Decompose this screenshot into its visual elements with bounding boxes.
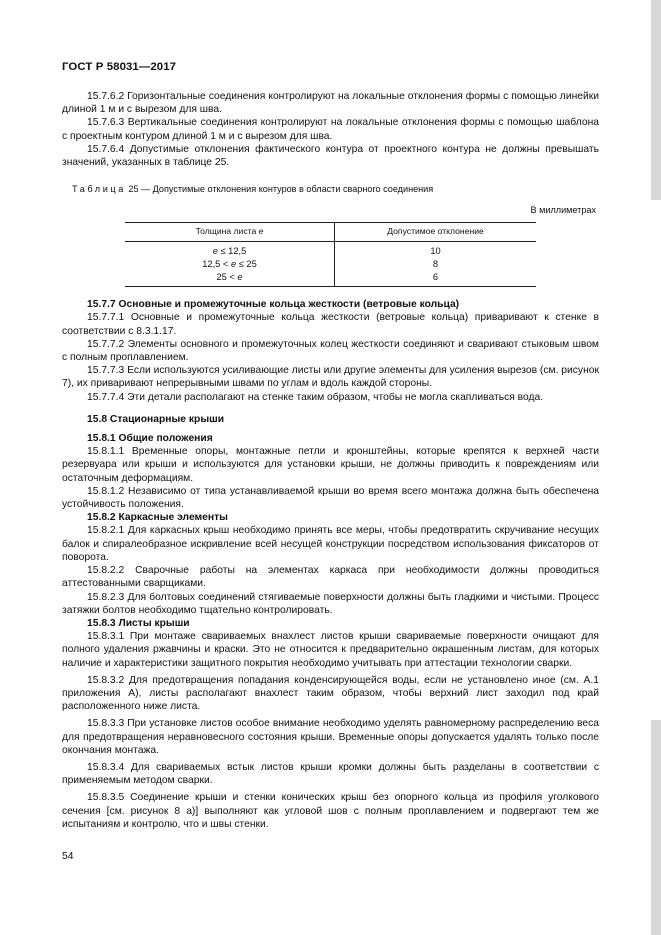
paragraph-15-8-3-5: 15.8.3.5 Соединение крыши и стенки конических крыш без опорного кольца из профиля уголкового сечения [см. рисунок 8 а)] выполняют как угловой шов с полным проплавлением и подвергают тем же испытаниям и контролю, что и швы стенки. <box>62 792 599 830</box>
table-row <box>125 241 536 258</box>
paragraph-15-7-7-2: 15.7.7.2 Элементы основного и промежуточных колец жесткости соединяют и сваривают стыковым швом с полным проплавлением. <box>62 338 599 364</box>
scrollbar-track-top[interactable] <box>651 0 661 200</box>
paragraph-15-7-6-4: 15.7.6.4 Допустимые отклонения фактического контура от проектного контура не должны превышать значений, указанных в таблице 25. <box>62 143 599 169</box>
paragraph-15-7-7-3: 15.7.7.3 Если используются усиливающие листы или другие элементы для усиления вырезов (см. рисунок 7), их приваривают непрерывными швами по углам и вдоль каждой стороны. <box>62 365 599 390</box>
heading-15-8-3: 15.8.3 Листы крыши <box>87 617 190 629</box>
paragraph-15-7-6-2: 15.7.6.2 Горизонтальные соединения контролируют на локальные отклонения формы с помощью линейки длиной 1 м и с вырезом для шва. <box>62 91 599 116</box>
cell-thickness: 12,5 < e ≤ 25 <box>202 258 257 269</box>
paragraph-15-8-3-4: 15.8.3.4 Для свариваемых встык листов крыши кромки должны быть разделаны в соответствии с применяемым методом сварки. <box>62 761 599 787</box>
heading-15-8-1: 15.8.1 Общие положения <box>87 433 213 445</box>
table-caption-label: Таблица <box>72 184 126 195</box>
paragraph-15-8-2-1: 15.8.2.1 Для каркасных крыш необходимо принять все меры, чтобы предотвратить скручивание несущих балок и спиралеобразное искривление всей несущей конструкции посредством использования фиксаторов от поворота. <box>62 525 599 563</box>
paragraph-15-7-7-4: 15.7.7.4 Эти детали располагают на стенке таким образом, чтобы не могла скапливаться вода. <box>87 391 544 403</box>
cell-deviation: 6 <box>335 271 537 287</box>
paragraph-15-7-6-3: 15.7.6.3 Вертикальные соединения контролируют на локальные отклонения формы с помощью шаблона с проектным контуром длиной 1 м и с вырезом для шва. <box>62 117 599 142</box>
table-header-row <box>125 222 536 241</box>
header-sheet-thickness: Толщина листа e <box>125 222 335 241</box>
table-caption-text: 25 — Допустимые отклонения контуров в области сварного соединения <box>125 184 434 195</box>
table-row <box>125 271 536 287</box>
heading-15-8: 15.8 Стационарные крыши <box>87 413 225 425</box>
cell-thickness: 25 < e <box>125 271 335 287</box>
cell-deviation: 10 <box>335 241 537 258</box>
document-header: ГОСТ Р 58031—2017 <box>62 61 177 73</box>
heading-15-8-2: 15.8.2 Каркасные элементы <box>87 512 228 524</box>
page-number: 54 <box>62 851 74 862</box>
header-allowed-deviation: Допустимое отклонение <box>335 222 537 241</box>
paragraph-15-8-2-2: 15.8.2.2 Сварочные работы на элементах каркаса при необходимости должны проводиться аттестованными сварщиками. <box>62 565 599 590</box>
paragraph-15-8-3-2: 15.8.3.2 Для предотвращения попадания конденсирующейся воды, если не установлено иное (см. А.1 приложения А), листы располагают внахлест таким образом, чтобы верхний лист заходил под край расположенного ниже листа. <box>62 674 599 713</box>
paragraph-15-8-3-3: 15.8.3.3 При установке листов особое внимание необходимо уделять равномерному распределению веса для предотвращения неравновесного состояния крыши. Временные опоры допускается удалять только после окончания монтажа. <box>62 718 599 756</box>
cell-thickness: e ≤ 12,5 <box>212 245 247 256</box>
paragraph-15-8-3-1: 15.8.3.1 При монтаже свариваемых внахлест листов крыши свариваемые поверхности очищают для полного удаления ржавчины и краски. Это не относится к предварительно окрашенным листам, для которых наличие и характеристики защитного покрытия необходимо учитывать при аттестации технологии сварки. <box>62 631 599 669</box>
paragraph-15-8-2-3: 15.8.2.3 Для болтовых соединений стягиваемые поверхности должны быть гладкими и чистыми. Процесс затяжки болтов необходимо тщательно контролировать. <box>62 591 599 616</box>
paragraph-15-8-1-2: 15.8.1.2 Независимо от типа устанавливаемой крыши во время всего монтажа должна быть обеспечена устойчивость положения. <box>62 485 599 511</box>
table-caption <box>72 183 599 196</box>
table-row <box>125 258 536 271</box>
cell-deviation: 8 <box>335 258 537 271</box>
table-units: В миллиметрах <box>530 205 596 216</box>
scrollbar-track-bottom[interactable] <box>651 720 661 935</box>
paragraph-15-7-7-1: 15.7.7.1 Основные и промежуточные кольца жесткости (ветровые кольца) приваривают к стенке в соответствии с 8.3.1.17. <box>62 312 599 337</box>
heading-15-7-7: 15.7.7 Основные и промежуточные кольца жесткости (ветровые кольца) <box>87 299 460 311</box>
paragraph-15-8-1-1: 15.8.1.1 Временные опоры, монтажные петли и кронштейны, которые крепятся к верхней части резервуара или крыши и используются для установки крыши, не должны приводить к повреждениям или остаточным деформациям. <box>62 446 599 484</box>
page-content <box>62 90 599 831</box>
deviation-table <box>125 222 536 288</box>
